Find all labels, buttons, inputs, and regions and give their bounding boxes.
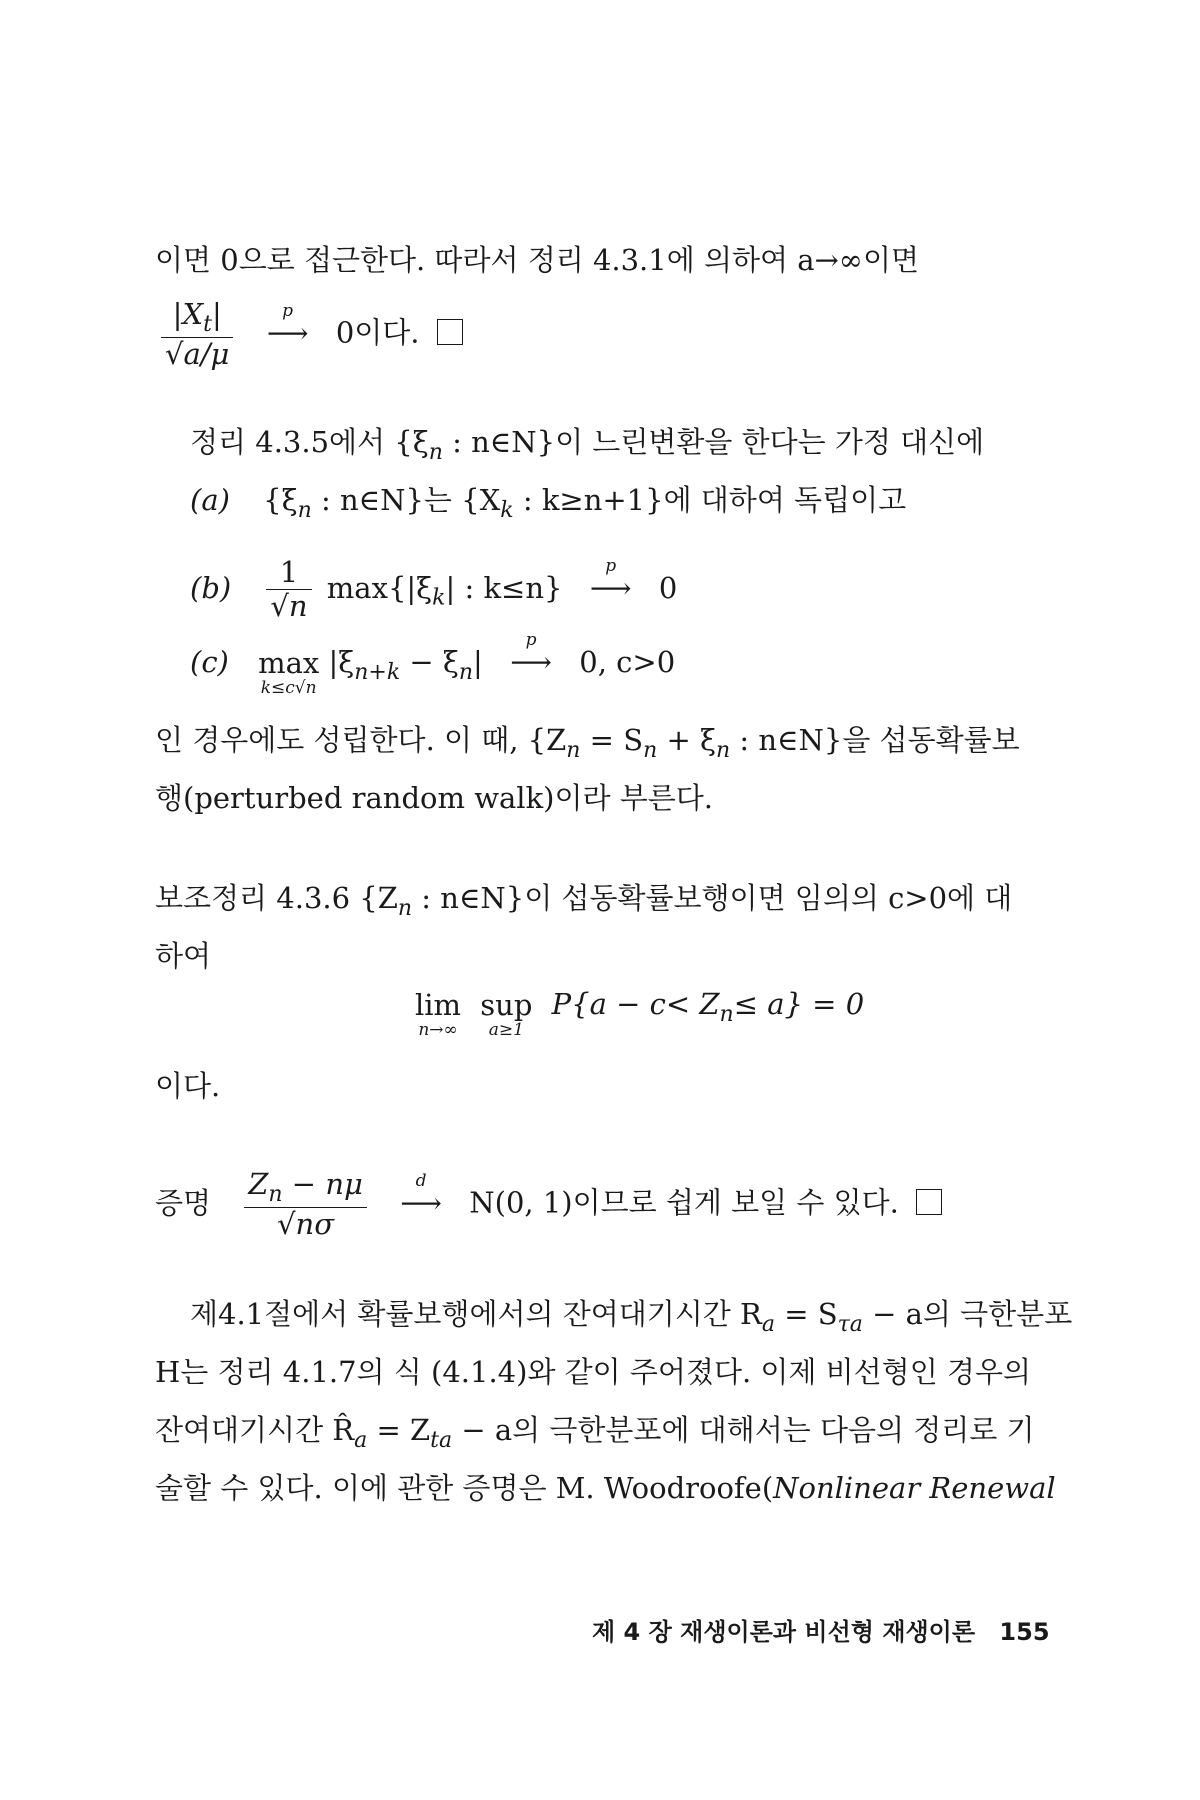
fraction-clt: $\frac{Z_n - n\mu}{√n\sigma}$ <box>244 1168 367 1241</box>
condition-b: (b) $\frac{1}{√n}$ $\max\{|\xi_k|$ : k≤n} p ⟶ 0 <box>190 555 678 624</box>
lim-operator: lim n→∞ <box>415 988 462 1040</box>
text-line-15: H는 정리 4.1.7의 식 (4.1.4)와 같이 주어졌다. 이제 비선형인 경우의 <box>155 1355 1031 1389</box>
line-2-tail: 0이다. <box>335 315 420 350</box>
chapter-title: 제 4 장 재생이론과 비선형 재생이론 <box>592 1618 976 1646</box>
prob-arrow-icon: p ⟶ <box>510 630 552 679</box>
qed-box-icon <box>916 1189 942 1215</box>
formula-line-2 <box>155 298 463 371</box>
text-line-14: 제4.1절에서 확률보행에서의 잔여대기시간 $R_a = S_{\tau a} - a$의 극한분포 <box>190 1297 1073 1337</box>
prob-arrow-icon: p ⟶ <box>266 300 309 350</box>
line-1-text: 이면 0으로 접근한다. 따라서 정리 4.3.1에 의하여 a→∞이면 <box>155 243 919 277</box>
text-line-17: 술할 수 있다. 이에 관한 증명은 M. Woodroofe(Nonlinear Renewal <box>155 1471 1056 1505</box>
prob-arrow-icon: p ⟶ <box>589 555 632 605</box>
text-line-7: 인 경우에도 성립한다. 이 때, {$Z_n = S_n + \xi_n$ : n∈N}을 섭동확률보 <box>155 723 1020 763</box>
page-number: 155 <box>999 1618 1050 1646</box>
text-line-8: 행(perturbed random walk)이라 부른다. <box>155 781 713 815</box>
running-footer <box>592 1612 1050 1647</box>
fraction-xt: $\frac{|X_t|}{√a/\mu}$ <box>161 298 233 371</box>
lim-sup-formula: lim n→∞ sup a≥1 $P\{a - c< Z_n\le a\} = 0$ <box>415 987 865 1040</box>
lemma-heading: 보조정리 4.3.6 {$Z_n$ : n∈N}이 섭동확률보행이면 임의의 c>0에 대 <box>155 881 1013 921</box>
dist-arrow-icon: d ⟶ <box>400 1170 442 1220</box>
condition-c: (c) max k≤c√n $|\xi_{n+k} - \xi_n|$ p ⟶ 0, c>0 <box>190 630 676 698</box>
fraction-one-over-sqrt-n: $\frac{1}{√n}$ <box>266 556 311 624</box>
text-line-3: 정리 4.3.5에서 {$\xi_n$ : n∈N}이 느린변환을 한다는 가정 대신에 <box>190 425 985 465</box>
text-line-16: 잔여대기시간 $R̂_a = Z_{ta} - a$의 극한분포에 대해서는 다음의 정리로 기 <box>155 1413 1035 1453</box>
text-line-1 <box>155 243 919 277</box>
sup-operator: sup a≥1 <box>480 988 533 1040</box>
text-line-12: 이다. <box>155 1069 221 1103</box>
text-line-10: 하여 <box>155 939 212 973</box>
proof-line: 증명 $\frac{Z_n - n\mu}{√n\sigma}$ d ⟶ N(0, 1)이므로 쉽게 보일 수 있다. <box>155 1168 942 1241</box>
condition-a: (a) {$\xi_n$ : n∈N}는 {$X_k$ : k≥n+1}에 대하여 독립이고 <box>190 483 907 523</box>
qed-box-icon <box>437 319 463 345</box>
max-operator: max k≤c√n <box>258 646 320 698</box>
